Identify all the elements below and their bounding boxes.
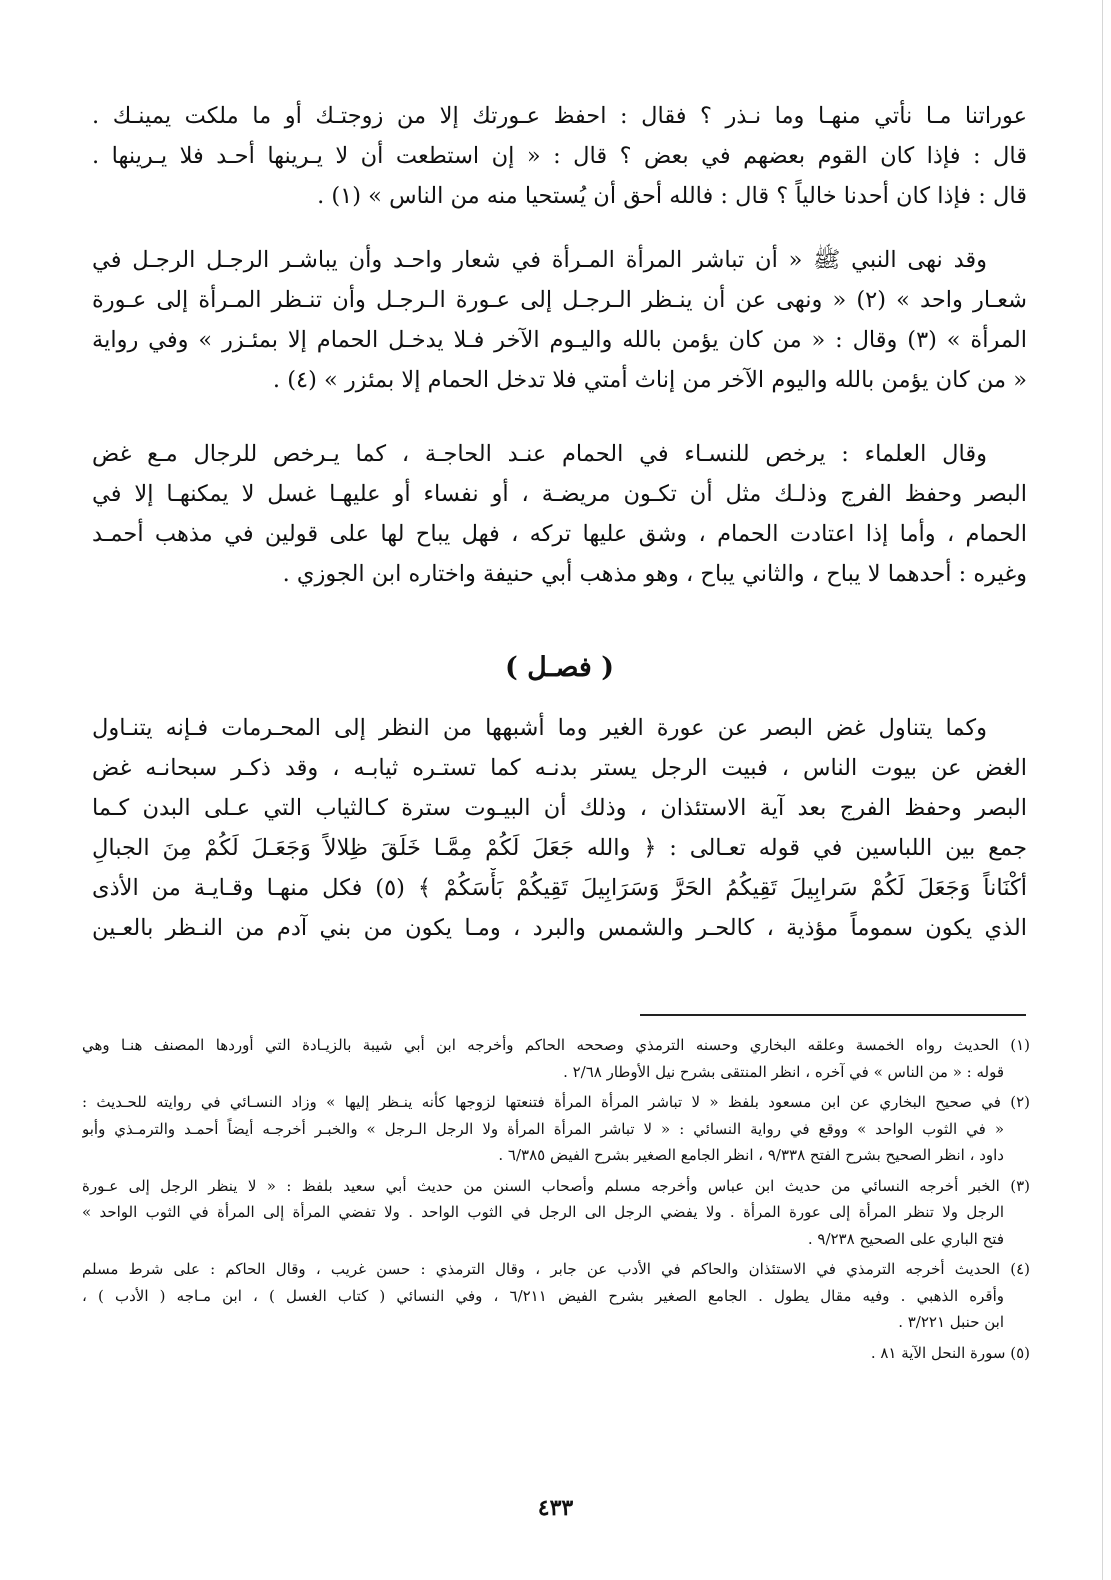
paragraph-2 <box>92 240 1027 400</box>
footnote-line: (١) الحديث رواه الخمسة وعلقه البخاري وحسنه الترمذي وصححه الحاكم وأخرجه ابن أبي شيبة بالزيـادة التي أوردها المصنف هنـا وهي <box>82 1036 1030 1054</box>
footnote-separator <box>640 1014 1026 1016</box>
paragraph-line: الذي يكون سموماً مؤذية ، كالحـر والشمس والبرد ، ومـا يكون من بني آدم من النـظر بالعـين <box>92 915 1027 941</box>
paragraph-line: عوراتنا مـا نأتي منهـا وما نـذر ؟ فقال : احفظ عـورتك إلا من زوجتـك أو ما ملكت يمينـك . <box>92 103 1027 129</box>
page-number: ٤٣٣ <box>537 1495 574 1521</box>
paragraph-1 <box>92 96 1027 216</box>
paragraph-line: أكْنَاناً وَجَعَلَ لَكُمْ سَرابِيلَ تَقِيكُمُ الحَرَّ وَسَرَابِيلَ تَقِيكُمْ بَأْسَكُمْ ﴾ (٥) فكل منهـا وقـايـة من الأذى <box>92 875 1027 901</box>
paragraph-line: وكما يتناول غض البصر عن عورة الغير وما أشبهها من النظر إلى المحـرمات فـإنه يتنـاول <box>92 715 987 741</box>
paragraph-line: وقال العلماء : يرخص للنسـاء في الحمام عنـد الحاجـة ، كما يـرخص للرجال مـع غض <box>92 441 987 467</box>
paragraph-line: البصر وحفظ الفرج وذلـك مثل أن تكـون مريضـة ، أو نفساء أو عليهـا غسل لا يمكنهـا إلا في <box>92 481 1027 507</box>
footnote-line: (٤) الحديث أخرجه الترمذي في الاستئذان والحاكم في الأدب عن جابر ، وقال الترمذي : حسن غريب ، وقال الحاكم : على شرط مسلم <box>82 1260 1030 1278</box>
paragraph-line: المرأة » (٣) وقال : « من كان يؤمن بالله واليـوم الآخر فـلا يدخـل الحمام إلا بمئـزر » وفي رواية <box>92 327 1027 353</box>
footnote-line: فتح الباري على الصحيح ٩/٢٣٨ . <box>807 1229 1004 1248</box>
paragraph-line: جمع بين اللباسين في قوله تعـالى : ﴿ والله جَعَلَ لَكُمْ مِمَّـا خَلَقَ ظِلالاً وَجَعَـلَ لَكُمْ مِنَ الجبالِ <box>92 835 1027 861</box>
footnote-5 <box>82 1340 1030 1367</box>
footnote-line: ابن حنبل ٣/٢٢١ . <box>898 1313 1004 1331</box>
footnotes <box>82 1032 1030 1370</box>
section-paragraph <box>92 708 1027 948</box>
paragraph-line: قال : فإذا كان القوم بعضهم في بعض ؟ قال : « إن استطعت أن لا يـرينها أحـد فلا يـرينها . <box>92 143 1027 169</box>
footnote-4 <box>82 1256 1030 1336</box>
footnote-2 <box>82 1089 1030 1169</box>
paragraph-line: الحمام ، وأما إذا اعتادت الحمام ، وشق عليها تركه ، فهل يباح لها على قولين في مذهب أحمـد <box>92 521 1027 547</box>
paragraph-line: قال : فإذا كان أحدنا خالياً ؟ قال : فالله أحق أن يُستحيا منه من الناس » (١) . <box>317 183 1027 209</box>
footnote-line: داود ، انظر الصحيح بشرح الفتح ٩/٣٣٨ ، انظر الجامع الصغير بشرح الفيض ٦/٣٨٥ . <box>498 1146 1004 1164</box>
footnote-1 <box>82 1032 1030 1085</box>
footnote-line: (٣) الخبر أخرجه النسائي من حديث ابن عباس وأخرجه مسلم وأصحاب السنن من حديث أبي سعيد بلفظ : « لا ينظر الرجل إلى عـورة <box>82 1176 1030 1195</box>
paragraph-line: وقد نهى النبي ﷺ « أن تباشر المرأة المـرأة في شعار واحـد وأن يباشـر الرجـل الرجـل في <box>92 247 987 273</box>
footnote-line: « في الثوب الواحد » ووقع في رواية النسائي : « لا تباشر المرأة المرأة ولا الرجل الـرجل » والخبـر أخرجـه أيضاً أحمـد والترمـذي وأبو <box>82 1119 1004 1138</box>
footnote-3 <box>82 1173 1030 1253</box>
footnote-line: (٢) في صحيح البخاري عن ابن مسعود بلفظ « لا تباشر المرأة المرأة فتنعتها لزوجها كأنه ينـظر إليها » وزاد النسـائي في روايته للحـديث : <box>82 1093 1030 1111</box>
footnote-line: (٥) سورة النحل الآية ٨١ . <box>870 1343 1030 1362</box>
paragraph-line: « من كان يؤمن بالله واليوم الآخر من إناث أمتي فلا تدخل الحمام إلا بمئزر » (٤) . <box>272 367 1027 393</box>
paragraph-3 <box>92 434 1027 594</box>
footnote-line: قوله : « من الناس » في آخره ، انظر المنتقى بشرح نيل الأوطار ٢/٦٨ . <box>563 1062 1004 1081</box>
section-heading: ( فصـل ) <box>504 652 615 683</box>
paragraph-line: البصر وحفظ الفرج بعد آية الاستئذان ، وذلك أن البيـوت سترة كـالثياب التي عـلى البدن كـما <box>92 795 1027 821</box>
footnote-line: وأقره الذهبي . وفيه مقال يطول . الجامع الصغير بشرح الفيض ٦/٢١١ ، وفي النسائي ( كتاب الغسل ) ، ابن مـاجه ( الأدب ) ، <box>82 1286 1004 1305</box>
footnote-line: الرجل ولا تنظر المرأة إلى عورة المرأة . ولا يفضي الرجل الى الرجل في الثوب الواحد . ولا تفضي المرأة إلى المرأة في الثوب الواحد » <box>82 1203 1004 1221</box>
paragraph-line: شعـار واحد » (٢) « ونهى عن أن ينـظر الـرجـل إلى عـورة الـرجـل وأن تنـظر المـرأة إلى عـورة <box>92 287 1027 313</box>
paragraph-line: الغض عن بيوت الناس ، فبيت الرجل يستر بدنـه كما تستـره ثيابـه ، وقد ذكـر سبحانـه غض <box>92 755 1027 781</box>
scan-edge-line <box>1102 0 1103 1580</box>
paragraph-line: وغيره : أحدهما لا يباح ، والثاني يباح ، وهو مذهب أبي حنيفة واختاره ابن الجوزي . <box>282 561 1027 587</box>
